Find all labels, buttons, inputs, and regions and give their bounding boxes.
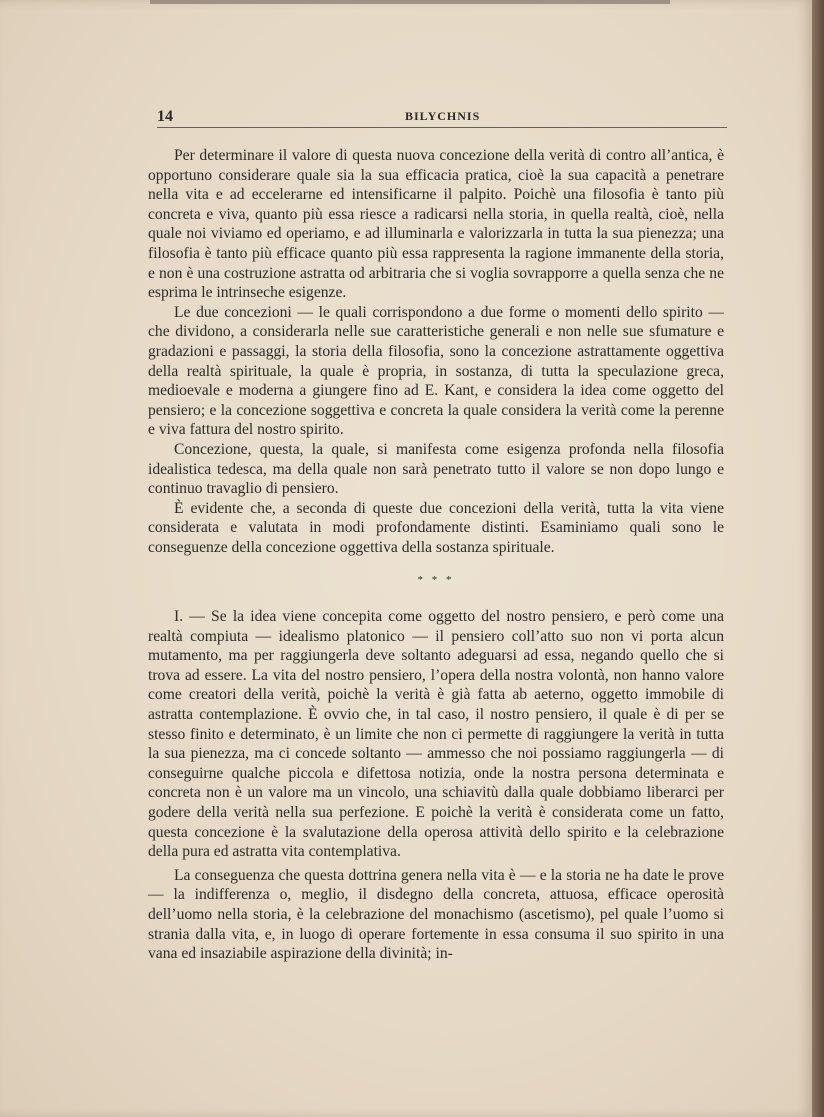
book-spine-edge: [812, 0, 824, 1117]
body-text: [148, 146, 724, 964]
paragraph-5: I. — Se la idea viene concepita come oggetto del nostro pensiero, e però come una realtà compiuta — idealismo platonico — il pensiero coll’atto suo non vi porta alcun mutamento, ma per raggiungerla deve soltanto adeguarsi ad essa, negando quello che si trova ad essere. La vita del nostro pensiero, l’opera della nostra volontà, non hanno valore come creatori della verità, poichè la verità è già fatta ab aeterno, oggetto immobile di astratta contemplazione. È ovvio che, in tal caso, il nostro pensiero, il quale è di per se stesso finito e determinato, è un limite che non ci permette di raggiungere la verità in tutta la sua pienezza, ma ci concede soltanto — ammesso che noi possiamo raggiungerla — di conseguirne qualche piccola e difettosa notizia, onde la nostra persona determinata e concreta non è un valore ma un vincolo, una schiavitù dalla quale dobbiamo liberarci per godere della verità nella sua perfezione. E poichè la verità è considerata come un fatto, questa concezione è la svalutazione della operosa attività dello spirito e la celebrazione della pura ed astratta vita contemplativa.: [148, 608, 724, 861]
paragraph-6: La conseguenza che questa dottrina genera nella vita è — e la storia ne ha date le prove — la indifferenza o, meglio, il disdegno della concreta, attuosa, efficace operosità dell’uomo nella storia, è la celebrazione del monachismo (ascetismo), pel quale l’uomo si strania dalla vita, e, in luogo di operare fortemente in essa consuma il suo spirito in una vana ed insaziabile aspirazione della divinità; in-: [148, 866, 724, 963]
top-edge-binding: [150, 0, 670, 4]
running-head: BILYCHNIS: [405, 109, 481, 123]
header-rule: [157, 127, 727, 128]
paragraph-3: Concezione, questa, la quale, si manifesta come esigenza profonda nella filosofia idealistica tedesca, ma della quale non sarà penetrato tutto il valore se non dopo lungo e continuo travaglio di pensiero.: [148, 440, 724, 498]
page-number: 14: [157, 108, 173, 125]
section-separator: * * *: [417, 574, 455, 587]
paragraph-2: Le due concezioni — le quali corrispondono a due forme o momenti dello spirito — che dividono, a considerarla nelle sue caratteristiche generali e non nelle sue sfumature e gradazioni e passaggi, la storia della filosofia, sono la concezione astrattamente oggettiva della realtà spirituale, la quale è propria, in sostanza, di tutta la speculazione greca, medioevale e moderna a giungere fino ad E. Kant, e considera la idea come oggetto del pensiero; e la concezione soggettiva e concreta la quale considera la verità come la perenne e viva fattura del nostro spirito.: [148, 303, 724, 439]
paragraph-1: Per determinare il valore di questa nuova concezione della verità di contro all’antica, è opportuno considerare quale sia la sua efficacia pratica, cioè la sua capacità a penetrare nella vita e ad eccelerarne ed intensificarne il palpito. Poichè una filosofia è tanto più concreta e viva, quanto più essa riesce a radicarsi nella storia, in quella realtà, cioè, nella quale noi viviamo ed operiamo, e ad illuminarla e valorizzarla in tutta la sua pienezza; una filosofia è tanto più efficace quanto più essa rappresenta la ragione immanente della storia, e non è una costruzione astratta od arbitraria che si voglia sovrapporre a quella senza che ne esprima le intrinseche esigenze.: [148, 147, 724, 302]
paragraph-4: È evidente che, a seconda di queste due concezioni della verità, tutta la vita viene considerata e valutata in modi profondamente distinti. Esaminiamo quali sono le conseguenze della concezione oggettiva della sostanza spirituale.: [148, 499, 724, 556]
page-header: [157, 108, 727, 130]
